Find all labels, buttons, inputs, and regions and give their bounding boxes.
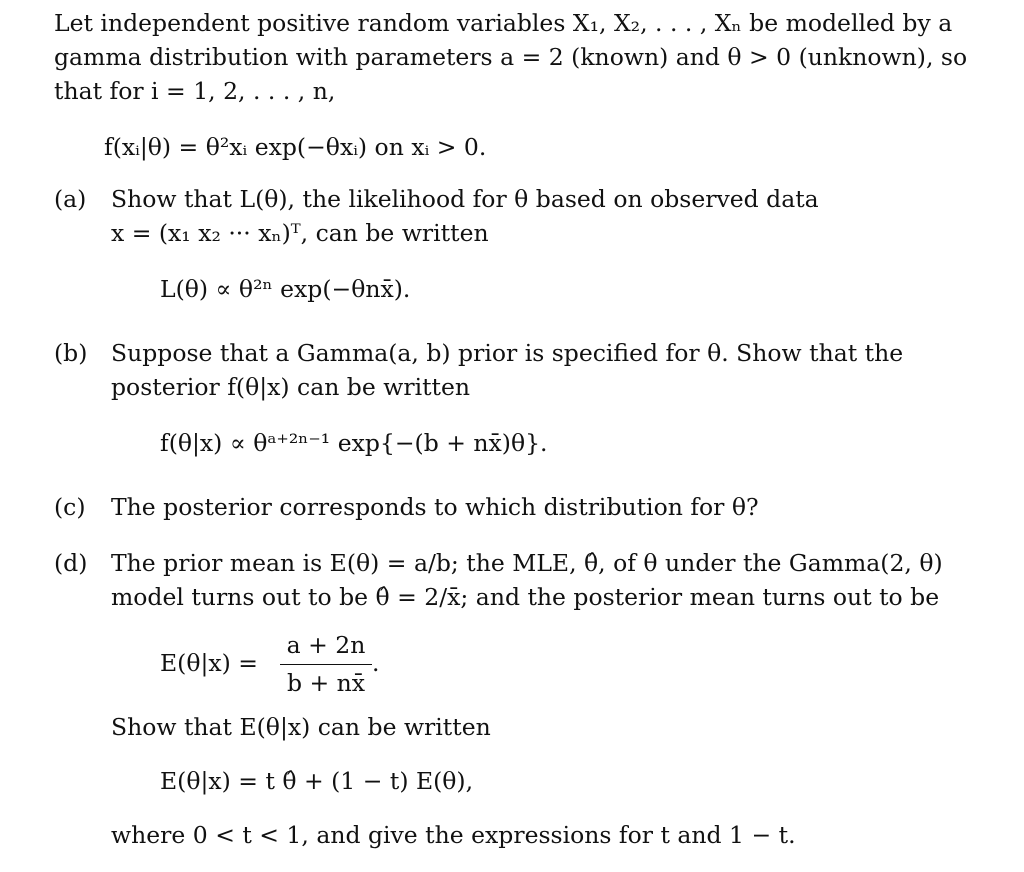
- fraction-bar: [280, 664, 372, 665]
- part-d-eq-end: .: [372, 649, 380, 677]
- posterior-mean-fraction: [280, 628, 372, 700]
- part-d-line-3: Show that E(θ|x) can be written: [111, 713, 491, 741]
- part-d-line-1: The prior mean is E(θ) = a/b; the MLE, θ̂, of θ under the Gamma(2, θ): [111, 549, 943, 577]
- intro-line-2: gamma distribution with parameters a = 2 (known) and θ > 0 (unknown), so: [54, 43, 968, 71]
- intro-line-3: that for i = 1, 2, . . . , n,: [54, 77, 336, 105]
- part-d-line-4: where 0 < t < 1, and give the expressions for t and 1 − t.: [111, 821, 796, 849]
- part-b-label: (b): [54, 339, 88, 367]
- part-b-equation: f(θ|x) ∝ θᵃ⁺²ⁿ⁻¹ exp{−(b + nx̄)θ}.: [160, 429, 548, 457]
- part-d-equation-2: E(θ|x) = t θ̂ + (1 − t) E(θ),: [160, 767, 474, 795]
- fraction-numerator: a + 2n: [286, 631, 366, 659]
- part-c-label: (c): [54, 493, 86, 521]
- part-b-line-1: Suppose that a Gamma(a, b) prior is specified for θ. Show that the: [111, 339, 904, 367]
- intro-line-1: Let independent positive random variables X₁, X₂, . . . , Xₙ be modelled by a: [54, 9, 953, 37]
- part-d-label: (d): [54, 549, 88, 577]
- part-a-label: (a): [54, 185, 87, 213]
- part-d-eq-lhs: E(θ|x) =: [160, 649, 258, 677]
- part-d-line-2: model turns out to be θ̂ = 2/x̄; and the posterior mean turns out to be: [111, 583, 940, 611]
- fraction-denominator: b + nx̄: [286, 669, 366, 697]
- part-a-line-1: Show that L(θ), the likelihood for θ based on observed data: [111, 185, 819, 213]
- part-a-line-2: x = (x₁ x₂ ··· xₙ)ᵀ, can be written: [111, 219, 489, 247]
- part-c-line-1: The posterior corresponds to which distribution for θ?: [111, 493, 759, 521]
- part-a-equation: L(θ) ∝ θ²ⁿ exp(−θnx̄).: [160, 275, 411, 303]
- part-b-line-2: posterior f(θ|x) can be written: [111, 373, 471, 401]
- density-equation: f(xᵢ|θ) = θ²xᵢ exp(−θxᵢ) on xᵢ > 0.: [104, 133, 487, 161]
